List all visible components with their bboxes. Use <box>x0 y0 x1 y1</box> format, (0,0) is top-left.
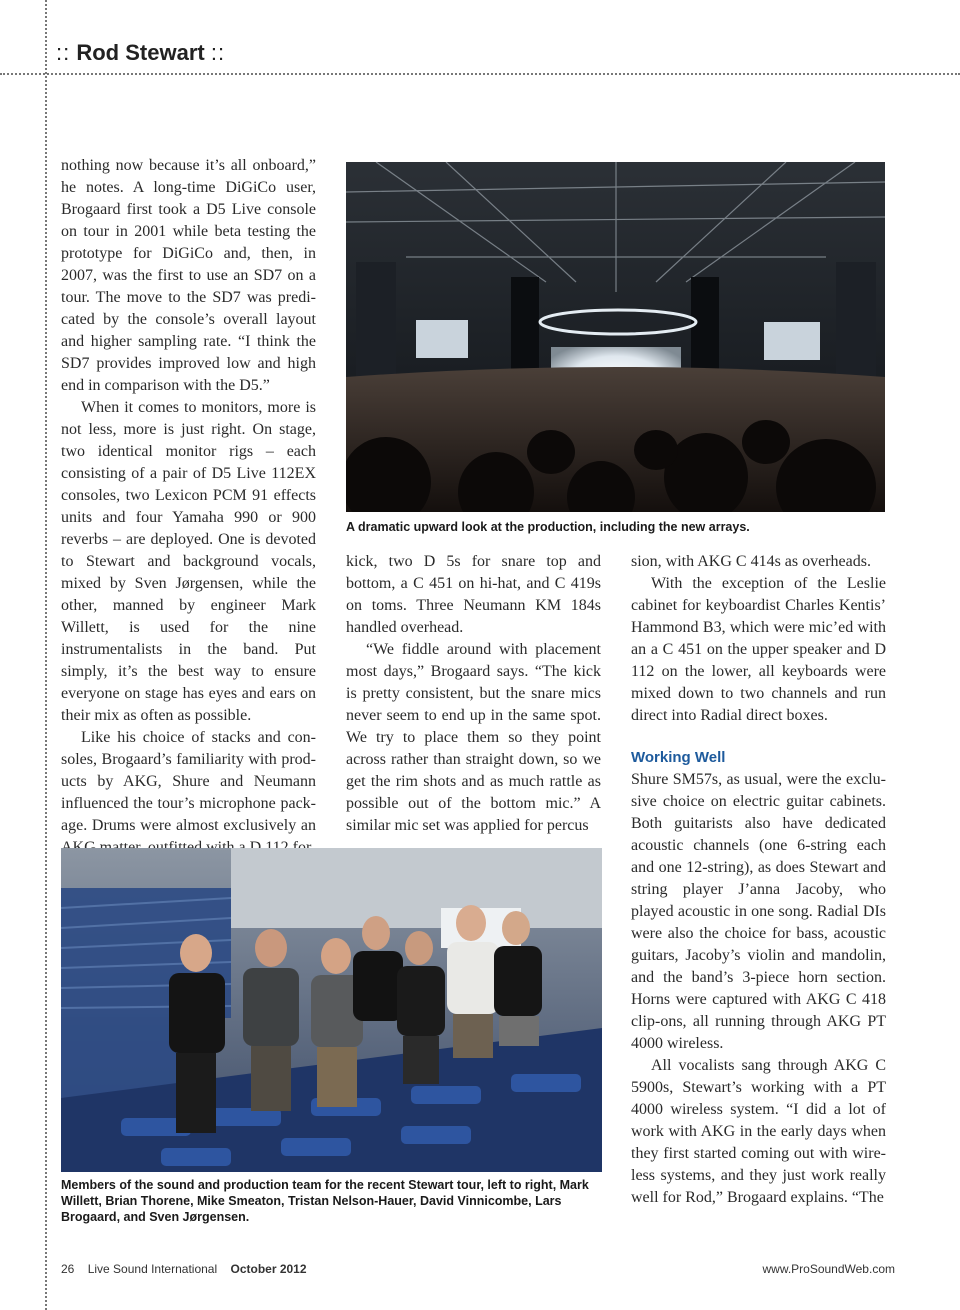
team-photo-caption: Members of the sound and production team for the recent Stewart tour, left to right, Mark Willett, Brian Thorene, Mike Smeaton, Tristan Nelson-Hauer, David Vinnicombe, Lars Brogaard, and Sven Jørgensen. <box>61 1178 589 1224</box>
article-column-1 <box>61 155 316 859</box>
magazine-name: Live Sound International <box>87 1262 218 1276</box>
page-number: 26 <box>61 1262 75 1276</box>
article-column-2 <box>346 551 601 837</box>
subheading-working-well: Working Well <box>631 749 726 766</box>
col3-paragraph-4: All vocalists sang through AKG C 5900s, Stewart’s working with a PT 4000 wireless system. “I did a lot of work with AKG in the early days when they first started coming out with wireless systems, and they just work really well for Rod,” Brogaard explains. “The <box>631 1057 886 1206</box>
col2-paragraph-1: kick, two D 5s for snare top and bottom, a C 451 on hi-hat, and C 419s on toms. Three Neumann KM 184s handled overhead. <box>346 553 601 636</box>
col3-paragraph-1: sion, with AKG C 414s as overheads. <box>631 553 871 570</box>
col1-paragraph-1: nothing now because it’s all onboard,” he notes. A long-time DiGiCo user, Brogaard first took a D5 Live console on tour in 2001 while beta testing the prototype for DiGiCo and, then, in 2007, was the first to use an SD7 on a tour. The move to the SD7 was predicated by the console’s overall layout and higher sampling rate. “I think the SD7 provides improved low and high end in comparison with the D5.” <box>61 157 316 394</box>
col3-paragraph-3: Shure SM57s, as usual, were the exclusive choice on electric guitar cabinets. Both guitarists also have dedicated acoustic channels (one 6-string each and one 12-string), as does Stewart and string player J’anna Jacoby, who played acoustic in one song. Radial DIs were also the choice for bass, acoustic guitars, Jacoby’s violin and mandolin, and the band’s 3-piece horn section. Horns were captured with AKG C 418 clip-ons, all running through AKG PT 4000 wireless. <box>631 771 886 1052</box>
website-link[interactable]: www.ProSoundWeb.com <box>762 1262 895 1276</box>
team-photo <box>61 848 602 1172</box>
col2-paragraph-2: “We fiddle around with placement most days,” Brogaard says. “The kick is pretty consistent, but the snare mics never seem to end up in the same spot. We try to place them so they point across rather than straight down, so we get the rim shots and as much rattle as possible out of the bottom mic.” A similar mic set was applied for percus <box>346 641 601 834</box>
header-title: Rod Stewart <box>76 40 205 65</box>
arena-photo-illustration <box>346 162 885 512</box>
section-header <box>56 40 225 66</box>
col3-paragraph-2: With the exception of the Leslie cabinet for keyboardist Charles Kentis’ Hammond B3, which were mic’ed with an a C 451 on the upper speaker and D 112 on the lower, all keyboards were mixed down to two channels and run direct into Radial direct boxes. <box>631 575 886 724</box>
dotted-header-rule <box>0 73 960 75</box>
arena-photo-caption: A dramatic upward look at the production, including the new arrays. <box>346 520 750 534</box>
issue-date: October 2012 <box>230 1262 307 1276</box>
dotted-vertical-rule <box>45 0 47 1310</box>
header-suffix: :: <box>210 40 226 65</box>
arena-photo <box>346 162 885 512</box>
col1-paragraph-2: When it comes to monitors, more is not less, more is just right. On stage, two identical monitor rigs – each consisting of a pair of D5 Live 112EX consoles, two Lexicon PCM 91 effects units and four Yamaha 990 or 900 reverbs – are deployed. One is devoted to Stewart and background vocals, mixed by Sven Jørgensen, while the other, manned by engineer Mark Willett, is used for the nine instrumentalists in the band. Put simply, it’s the best way to ensure everyone on stage has eyes and ears on their mix as often as possible. <box>61 399 316 724</box>
team-photo-illustration <box>61 848 602 1172</box>
footer-left <box>61 1262 307 1276</box>
col1-paragraph-3: Like his choice of stacks and consoles, Brogaard’s familiarity with products by AKG, Shure and Neumann influenced the tour’s microphone package. Drums were almost exclusively an <box>61 729 316 834</box>
header-prefix: :: <box>56 40 71 65</box>
article-column-3 <box>631 551 886 1209</box>
